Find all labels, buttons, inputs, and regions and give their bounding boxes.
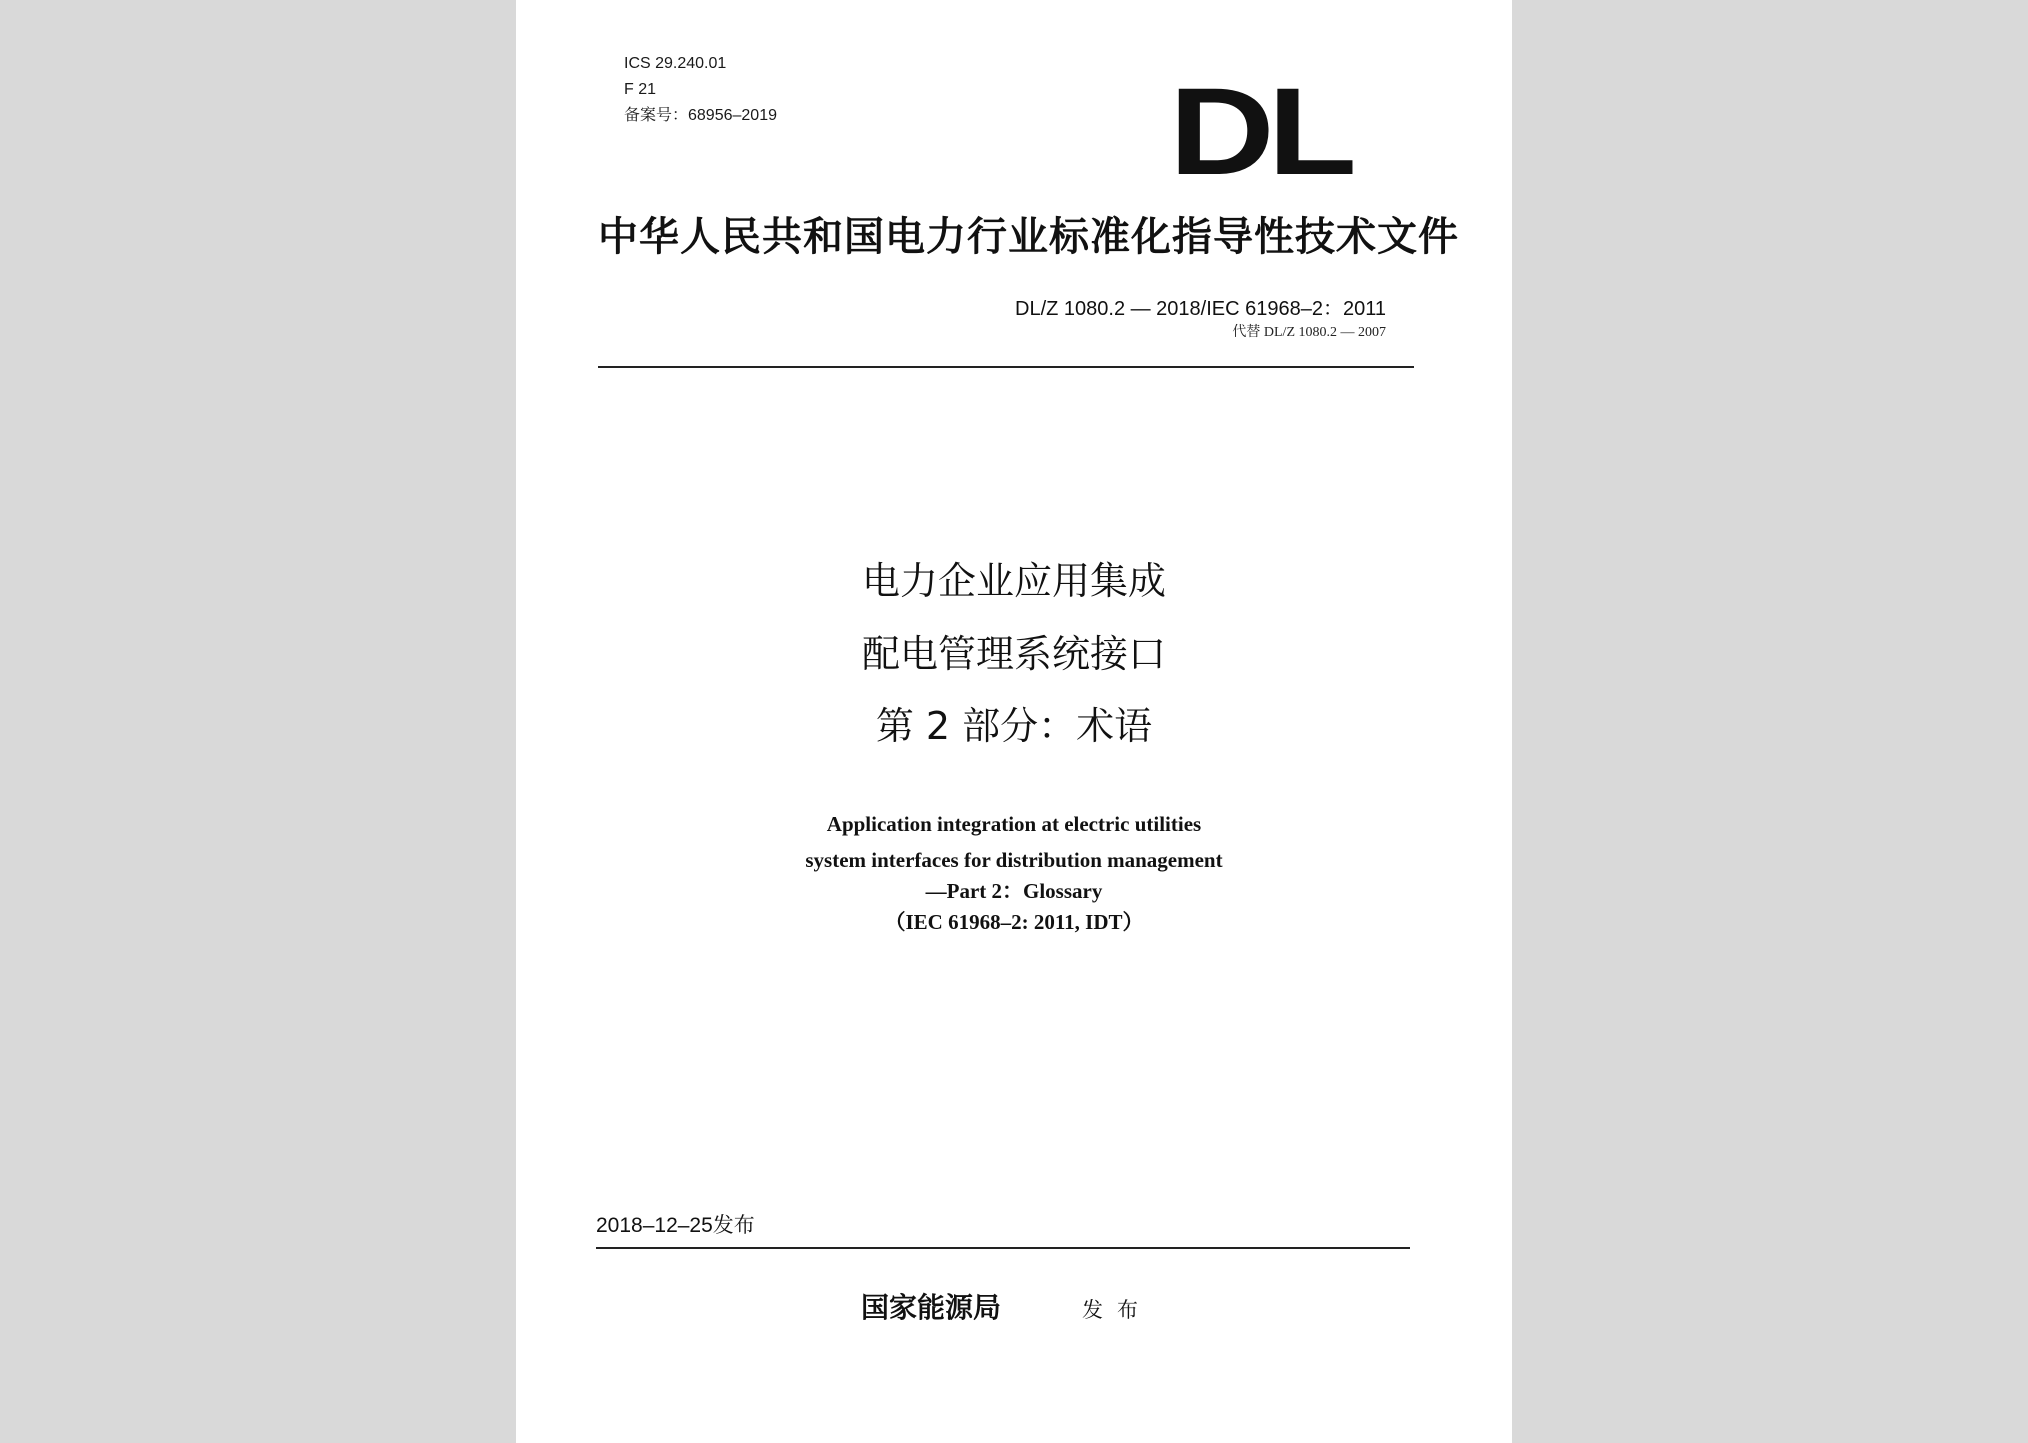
title-en-line-3: —Part 2：Glossary [925, 879, 1103, 903]
organization-title: 中华人民共和国电力行业标准化指导性技术文件 [598, 214, 1459, 260]
footer-divider [596, 1247, 1410, 1249]
publish-label: 发布 [1082, 1298, 1152, 1322]
issue-date: 2018–12–25发布 [596, 1214, 755, 1237]
title-en-line-4: （IEC 61968–2: 2011, IDT） [884, 910, 1144, 934]
title-en-line-1: Application integration at electric utilities [826, 812, 1202, 836]
document-page [516, 0, 1512, 1443]
standard-number: DL/Z 1080.2 — 2018/IEC 61968–2：2011 [1015, 298, 1386, 320]
title-en-line-2: system interfaces for distribution management [805, 848, 1223, 872]
title-cn-line-3: 第 2 部分：术语 [875, 704, 1153, 748]
record-number: 备案号：68956–2019 [624, 107, 777, 124]
replaces-standard: 代替 DL/Z 1080.2 — 2007 [1232, 325, 1386, 340]
ccs-code: F 21 [624, 81, 657, 98]
header-divider [598, 366, 1414, 368]
title-cn-line-2: 配电管理系统接口 [861, 632, 1166, 676]
title-cn-line-1: 电力企业应用集成 [861, 559, 1166, 603]
publisher: 国家能源局 [861, 1291, 1002, 1324]
ics-code: ICS 29.240.01 [624, 55, 727, 72]
dl-logo: DL [1169, 63, 1350, 201]
